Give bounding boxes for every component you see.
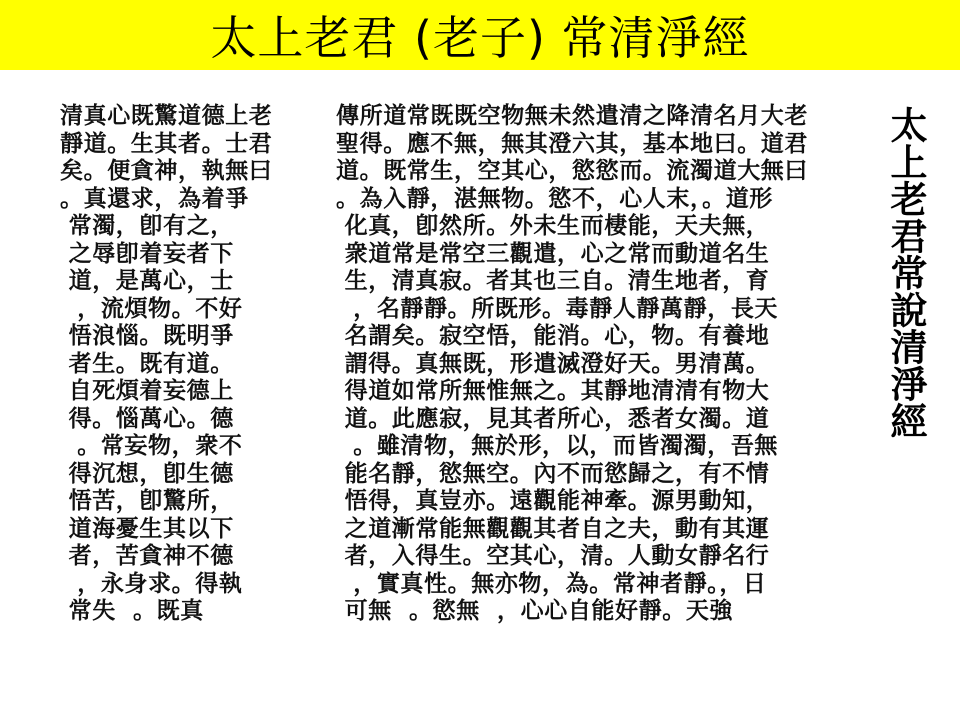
- right-text-line: 。為入靜，湛無物。慾不，心人末，。道形: [336, 184, 773, 212]
- right-text-line: 悟得，真豈亦。遠觀能神牽。源男動知，: [336, 487, 770, 514]
- right-text-line: 名謂矣。寂空悟，能消。心，物。有養地: [336, 322, 770, 349]
- right-text-line: ，名靜靜。所既形。毒靜人靜萬靜，長天: [336, 294, 779, 322]
- right-text-line: 道。既常生，空其心，慾慾而。流濁道大無曰: [336, 157, 808, 184]
- right-text-line: 得道如常所無惟無之。其靜地清清有物大: [336, 377, 770, 404]
- right-text-line: 可無 。慾無 ，心心自能好靜。天強: [336, 597, 734, 624]
- right-text-line: 傳所道常既既空物無未然遣清之降清名月大老: [336, 102, 808, 129]
- left-text-line: ，流煩物。不好: [60, 294, 243, 322]
- right-text-line: 之道漸常能無觀觀其者自之夫，動有其運: [336, 514, 770, 542]
- right-text-line: 道。此應寂，見其者所心，悉者女濁。道: [336, 404, 770, 432]
- left-text-line: ，永身求。得執: [60, 569, 243, 597]
- left-text-line: 清真心既驚道德上老: [60, 102, 273, 129]
- left-text-line: 之辱卽着妄者下: [60, 239, 234, 267]
- right-text-line: 。雖清物，無於形，以，而皆濁濁，吾無: [336, 432, 779, 459]
- right-text-line: 能名靜，慾無空。內不而慾歸之，有不情: [336, 459, 770, 487]
- right-text-line: 聖得。應不無，無其澄六其，基本地曰。道君: [336, 129, 808, 157]
- left-text-line: 得。惱萬心。德: [60, 404, 234, 432]
- right-text-line: 化真，卽然所。外未生而棲能，天夫無，: [336, 212, 770, 239]
- right-text-line: 衆道常是常空三觀遣，心之常而動道名生: [336, 239, 770, 267]
- left-text-block: [60, 102, 272, 625]
- title-bar: [0, 0, 960, 70]
- vertical-scripture-title: 太上老君常說清淨經: [884, 106, 928, 439]
- left-text-line: 常濁，卽有之，: [60, 212, 234, 239]
- right-text-line: 謂得。真無既，形遣滅澄好天。男清萬。: [336, 349, 770, 377]
- left-text-line: 常失 。既真: [60, 597, 204, 624]
- left-text-line: 者生。既有道。: [60, 349, 234, 377]
- right-text-line: 生，清真寂。者其也三自。清生地者，育: [336, 267, 770, 294]
- left-text-line: 道海憂生其以下: [60, 514, 234, 542]
- right-text-line: ，實真性。無亦物，為。常神者靜。，日: [336, 569, 767, 597]
- slide-title: 太上老君 (老子) 常清淨經: [210, 11, 750, 65]
- left-text-line: 靜道。生其者。士君: [60, 129, 273, 157]
- left-text-line: 悟浪惱。既明爭: [60, 322, 234, 349]
- left-text-line: 。真還求，為着爭: [60, 184, 249, 212]
- left-text-line: 。常妄物，衆不: [60, 432, 243, 459]
- left-text-line: 者，苦貪神不德: [60, 542, 234, 569]
- left-text-line: 道，是萬心，士: [60, 267, 234, 294]
- left-text-line: 矣。便貪神，執無曰: [60, 157, 273, 184]
- right-text-line: 者，入得生。空其心，清。人動女靜名行: [336, 542, 770, 569]
- left-text-line: 悟苦，卽驚所，: [60, 487, 234, 514]
- left-text-line: 自死煩着妄德上: [60, 377, 234, 404]
- right-text-block: [336, 102, 808, 625]
- left-text-line: 得沉想，卽生德: [60, 459, 234, 487]
